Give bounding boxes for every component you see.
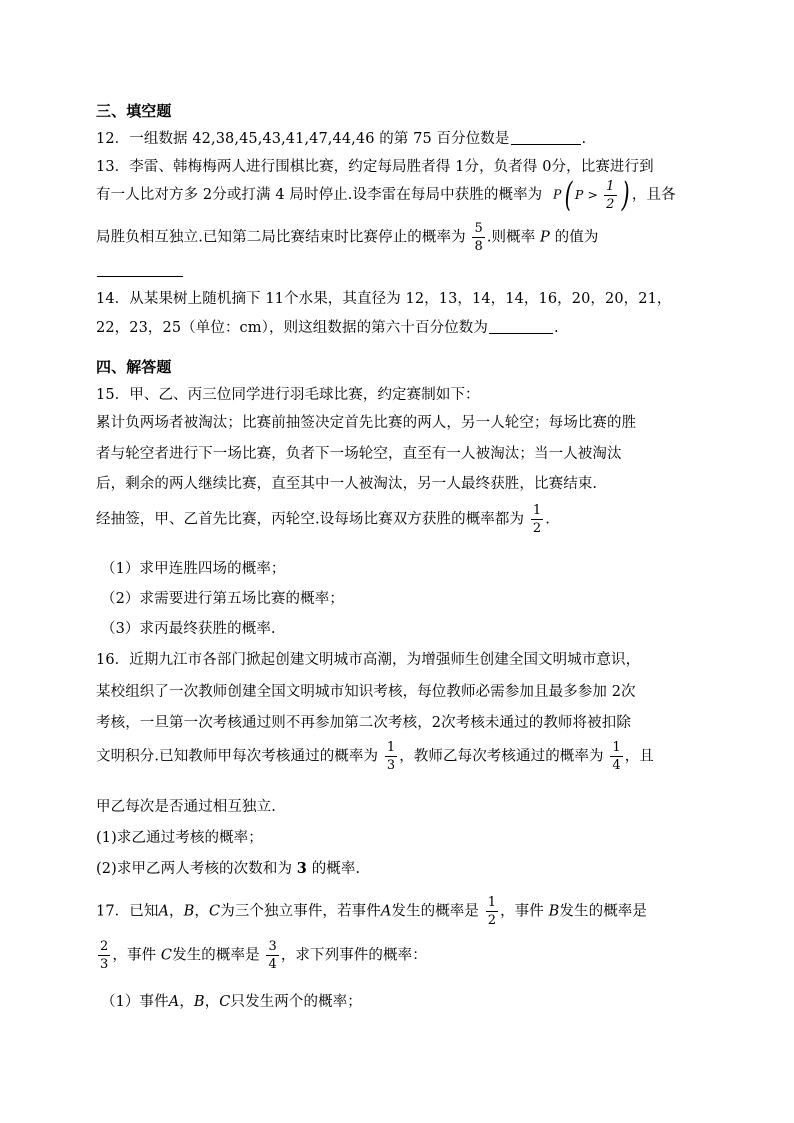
q17-line-2: $\frac{2}{3}$ ，事件 C发生的概率是 $\frac{3}{4}$ ，求下列事件的概率： (100, 939, 427, 972)
question-12: 12．一组数据 42,38,45,43,41,47,44,46 的第 75 百分位数是 . (96, 131, 587, 147)
q15-sub-2: （2）求需要进行第五场比赛的概率； (101, 591, 344, 607)
q13-line-2: 有一人比对方多 2分或打满 4 局时停止.设李雷在每局中获胜的概率为 P( P > $\frac{1}{2}$ ) ，且各 (96, 175, 676, 215)
q17-event-a-fraction: $\frac{1}{2}$ (487, 895, 497, 928)
q14-line-1: 14．从某果树上随机摘下 11个水果，其直径为 12，13，14，14，16，20，20，21， (96, 291, 672, 307)
q13-line-3: 局胜负相互独立.已知第二局比赛结束时比赛停止的概率为 $\frac{5}{8}$ .则概率 P 的值为 (96, 221, 599, 254)
q15-sub-3: （3）求丙最终获胜的概率. (101, 621, 276, 637)
q17-sub-1: （1）事件A，B，C只发生两个的概率； (101, 994, 362, 1010)
q13-line-4 (96, 262, 184, 279)
q14-answer-blank[interactable] (489, 319, 553, 334)
q16-line-2: 某校组织了一次教师创建全国文明城市知识考核，每位教师必需参加且最多参加 2次 (96, 684, 636, 700)
q16-sub-2: (2)求甲乙两人考核的次数和为 3 的概率. (96, 860, 361, 877)
section-fill-title: 三、填空题 (96, 102, 172, 120)
q15-line-2: 累计负两场者被淘汰；比赛前抽签决定首先比赛的两人，另一人轮空；每场比赛的胜 (96, 415, 637, 431)
q17-line-1: 17．已知A，B，C为三个独立事件，若事件A发生的概率是 $\frac{1}{2}$ ，事件 B发生的概率是 (96, 895, 648, 928)
q17-event-c-fraction: $\frac{3}{4}$ (268, 939, 277, 972)
q15-line-4: 后，剩余的两人继续比赛，直至其中一人被淘汰，另一人最终获胜，比赛结束. (96, 476, 598, 492)
q13-condition-fraction: $\frac{1}{2}$ (606, 178, 615, 212)
q15-line-5: 经抽签，甲、乙首先比赛，丙轮空.设每场比赛双方获胜的概率都为 $\frac{1}{2}$ . (96, 503, 550, 536)
q13-answer-blank[interactable] (97, 262, 183, 277)
q15-sub-1: （1）求甲连胜四场的概率； (101, 561, 286, 577)
q16-line-5: 甲乙每次是否通过相互独立. (96, 799, 276, 815)
q16-teacher-a-fraction: $\frac{1}{3}$ (386, 740, 396, 773)
q15-probability-fraction: $\frac{1}{2}$ (532, 503, 542, 536)
section-answer-title: 四、解答题 (96, 358, 172, 376)
q13-line-1: 13．李雷、韩梅梅两人进行围棋比赛，约定每局胜者得 1分，负者得 0分，比赛进行到 (96, 159, 654, 175)
q15-line-1: 15．甲、乙、丙三位同学进行羽毛球比赛，约定赛制如下： (96, 387, 480, 403)
q12-text: 12．一组数据 42,38,45,43,41,47,44,46 的第 75 百分位数是 (96, 131, 510, 147)
q15-line-3: 者与轮空者进行下一场比赛，负者下一场轮空，直至有一人被淘汰；当一人被淘汰 (96, 446, 622, 462)
q16-teacher-b-fraction: $\frac{1}{4}$ (612, 740, 621, 773)
q17-event-b-fraction: $\frac{2}{3}$ (100, 939, 109, 972)
q16-line-3: 考核，一旦第一次考核通过则不再参加第二次考核，2次考核未通过的教师将被扣除 (96, 715, 631, 731)
q13-condition-expression: P( P > $\frac{1}{2}$ ) (553, 175, 630, 215)
q16-line-1: 16．近期九江市各部门掀起创建文明城市高潮，为增强师生创建全国文明城市意识， (96, 652, 641, 668)
q12-answer-blank[interactable] (511, 130, 581, 145)
q16-line-4: 文明积分.已知教师甲每次考核通过的概率为 $\frac{1}{3}$ ，教师乙每次考核通过的概率为 $\frac{1}{4}$ ，且 (96, 740, 654, 773)
q14-line-2: 22，23，25（单位：cm），则这组数据的第六十百分位数为 . (96, 320, 559, 336)
q16-sub-1: (1)求乙通过考核的概率； (96, 830, 263, 846)
q13-stop-fraction: $\frac{5}{8}$ (474, 221, 483, 254)
